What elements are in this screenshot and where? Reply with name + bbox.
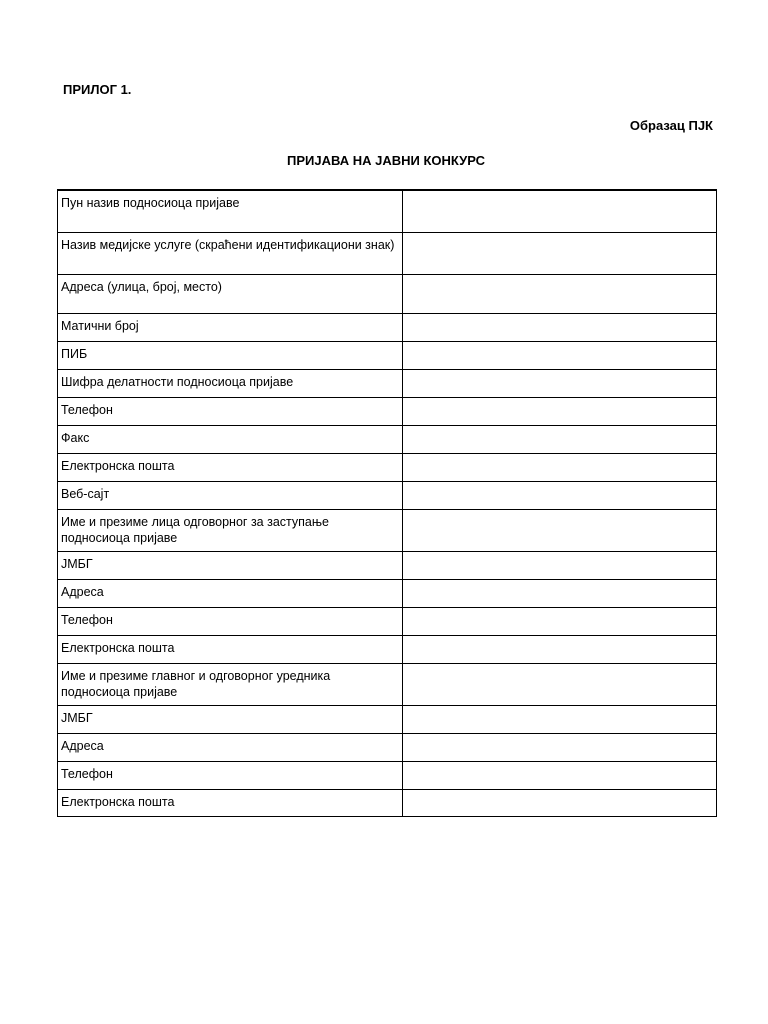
table-row [58,579,717,607]
row-value-field[interactable] [403,369,717,397]
attachment-heading: ПРИЛОГ 1. [63,82,132,97]
form-title: ПРИЈАВА НА ЈАВНИ КОНКУРС [287,153,485,168]
table-row [58,274,717,313]
row-label: Адреса (улица, број, место) [58,274,403,313]
table-row [58,789,717,816]
row-value-field[interactable] [403,551,717,579]
row-value-field[interactable] [403,733,717,761]
row-value-field[interactable] [403,232,717,274]
row-value-field[interactable] [403,705,717,733]
row-label: Име и презиме главног и одговорног уредника подносиоца пријаве [58,663,403,705]
row-value-field[interactable] [403,761,717,789]
table-row [58,425,717,453]
row-value-field[interactable] [403,579,717,607]
table-row [58,761,717,789]
table-row [58,733,717,761]
row-value-field[interactable] [403,313,717,341]
row-label: Телефон [58,607,403,635]
row-label: ЈМБГ [58,705,403,733]
row-label: Шифра делатности подносиоца пријаве [58,369,403,397]
table-row [58,635,717,663]
application-form-table [57,189,717,817]
row-value-field[interactable] [403,397,717,425]
table-row [58,369,717,397]
table-row [58,453,717,481]
row-label: Електронска пошта [58,453,403,481]
table-row [58,551,717,579]
row-value-field[interactable] [403,453,717,481]
row-value-field[interactable] [403,341,717,369]
row-label: Електронска пошта [58,635,403,663]
table-row [58,232,717,274]
table-row [58,313,717,341]
row-value-field[interactable] [403,274,717,313]
table-row [58,341,717,369]
table-row [58,190,717,232]
row-value-field[interactable] [403,607,717,635]
row-label: Адреса [58,579,403,607]
row-label: Пун назив подносиоца пријаве [58,190,403,232]
row-label: Факс [58,425,403,453]
row-label: Адреса [58,733,403,761]
row-value-field[interactable] [403,481,717,509]
table-row [58,509,717,551]
table-row [58,397,717,425]
row-value-field[interactable] [403,190,717,232]
row-label: Име и презиме лица одговорног за заступање подносиоца пријаве [58,509,403,551]
table-row [58,607,717,635]
row-value-field[interactable] [403,509,717,551]
row-value-field[interactable] [403,663,717,705]
row-label: ЈМБГ [58,551,403,579]
table-row [58,705,717,733]
row-label: ПИБ [58,341,403,369]
row-label: Веб-сајт [58,481,403,509]
form-code: Образац ПЈК [629,118,713,133]
row-label: Електронска пошта [58,789,403,816]
row-label: Матични број [58,313,403,341]
table-row [58,481,717,509]
row-label: Телефон [58,397,403,425]
row-label: Телефон [58,761,403,789]
row-value-field[interactable] [403,635,717,663]
row-value-field[interactable] [403,425,717,453]
row-value-field[interactable] [403,789,717,816]
table-row [58,663,717,705]
row-label: Назив медијске услуге (скраћени идентификациони знак) [58,232,403,274]
